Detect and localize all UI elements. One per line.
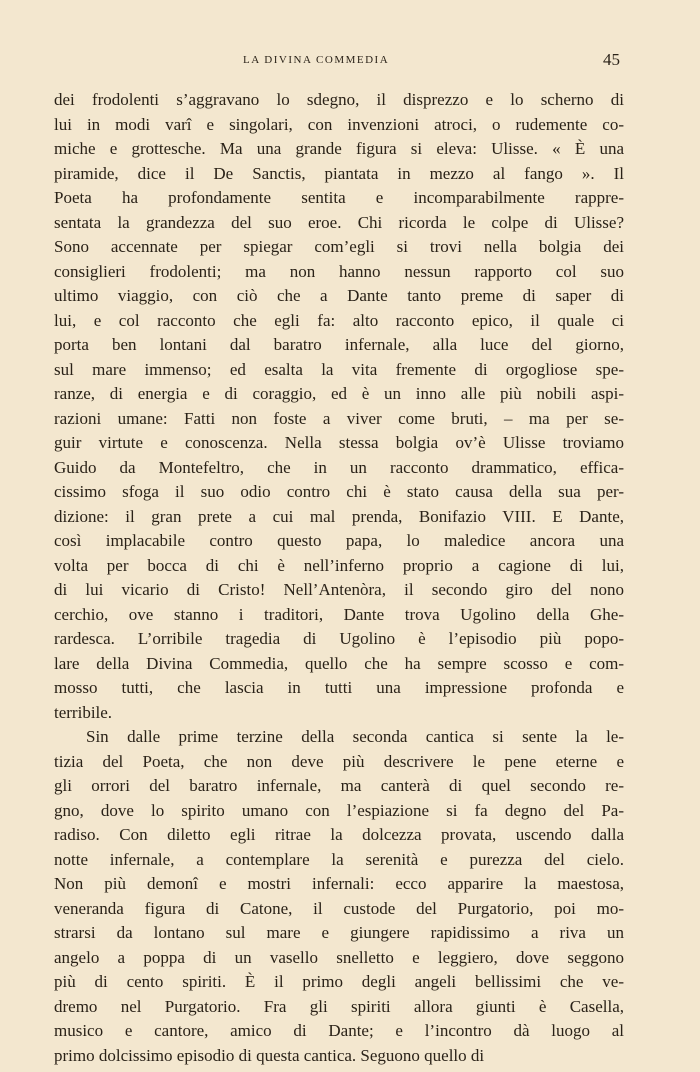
text-line: angelo a poppa di un vasello snelletto e leggiero, dove seggono [54,947,624,967]
text-line: porta ben lontani dal baratro infernale, alla luce del giorno, [54,335,624,354]
text-line: cissimo sfoga il suo odio contro chi è stato causa della sua per- [54,482,624,501]
paragraph-2 [54,725,624,1068]
text-line: ranze, di energia e di coraggio, ed è un inno alle più nobili aspi- [54,384,624,403]
running-title: LA DIVINA COMMEDIA [243,54,390,66]
text-line: consiglieri frodolenti; ma non hanno nessun rapporto col suo [54,261,624,281]
page-number: 45 [603,50,620,69]
text-line: lui, e col racconto che egli fa: alto racconto epico, il quale ci [54,310,624,330]
text-line: veneranda figura di Catone, il custode del Purgatorio, poi mo- [54,898,624,918]
text-line: radiso. Con diletto egli ritrae la dolcezza provata, uscendo dalla [54,825,624,844]
body-text [54,88,624,1068]
text-line: dizione: il gran prete a cui mal prenda, Bonifazio VIII. E Dante, [54,506,624,526]
text-line: di lui vicario di Cristo! Nell’Antenòra, il secondo giro del nono [54,580,624,599]
text-line: lui in modi varî e singolari, con invenzioni atroci, o rudemente co- [54,114,624,134]
text-line: terribile. [54,702,113,722]
text-line: Sono accennate per spiegar com’egli si trovi nella bolgia dei [54,237,624,256]
text-line: tizia del Poeta, che non deve più descrivere le pene eterne e [54,751,624,771]
text-line: miche e grottesche. Ma una grande figura si eleva: Ulisse. « È una [54,139,624,158]
text-line: gno, dove lo spirito umano con l’espiazione si fa degno del Pa- [54,800,624,820]
running-head [0,50,700,74]
text-line: strarsi da lontano sul mare e giungere rapidissimo a riva un [54,923,624,942]
paragraph-1 [54,88,624,725]
text-line: mosso tutti, che lascia in tutti una impressione profonda e [54,678,624,697]
text-line: ultimo viaggio, con ciò che a Dante tanto preme di saper di [54,286,624,305]
text-line: sentata la grandezza del suo eroe. Chi ricorda le colpe di Ulisse? [54,212,624,232]
text-line: sul mare immenso; ed esalta la vita fremente di orgogliose spe- [54,359,624,379]
text-line: dei frodolenti s’aggravano lo sdegno, il disprezzo e lo scherno di [54,90,624,109]
text-line: più di cento spiriti. È il primo degli angeli bellissimi che ve- [54,972,624,991]
text-line: dremo nel Purgatorio. Fra gli spiriti allora giunti è Casella, [54,996,624,1016]
text-line: primo dolcissimo episodio di questa cantica. Seguono quello di [54,1045,485,1065]
text-line: cerchio, ove stanno i traditori, Dante trova Ugolino della Ghe- [54,604,624,624]
text-line: notte infernale, a contemplare la serenità e purezza del cielo. [54,849,624,869]
text-line: piramide, dice il De Sanctis, piantata in mezzo al fango ». Il [54,163,624,183]
text-line: Non più demonî e mostri infernali: ecco apparire la maestosa, [54,874,624,893]
text-line: gli orrori del baratro infernale, ma canterà di quel secondo re- [54,776,624,795]
text-line: lare della Divina Commedia, quello che ha sempre scosso e com- [54,653,624,673]
text-line: razioni umane: Fatti non foste a viver come bruti, – ma per se- [54,408,624,428]
text-line: Poeta ha profondamente sentita e incomparabilmente rappre- [54,188,624,207]
text-line: guir virtute e conoscenza. Nella stessa bolgia ov’è Ulisse troviamo [54,433,624,452]
text-line: Guido da Montefeltro, che in un racconto drammatico, effica- [54,457,624,477]
text-line: così implacabile contro questo papa, lo maledice ancora una [54,531,624,550]
text-line: rardesca. L’orribile tragedia di Ugolino è l’episodio più popo- [54,629,624,648]
text-line: volta per bocca di chi è nell’inferno proprio a cagione di lui, [54,555,624,575]
text-line: Sin dalle prime terzine della seconda cantica si sente la le- [86,727,624,746]
text-line: musico e cantore, amico di Dante; e l’incontro dà luogo al [54,1021,624,1040]
